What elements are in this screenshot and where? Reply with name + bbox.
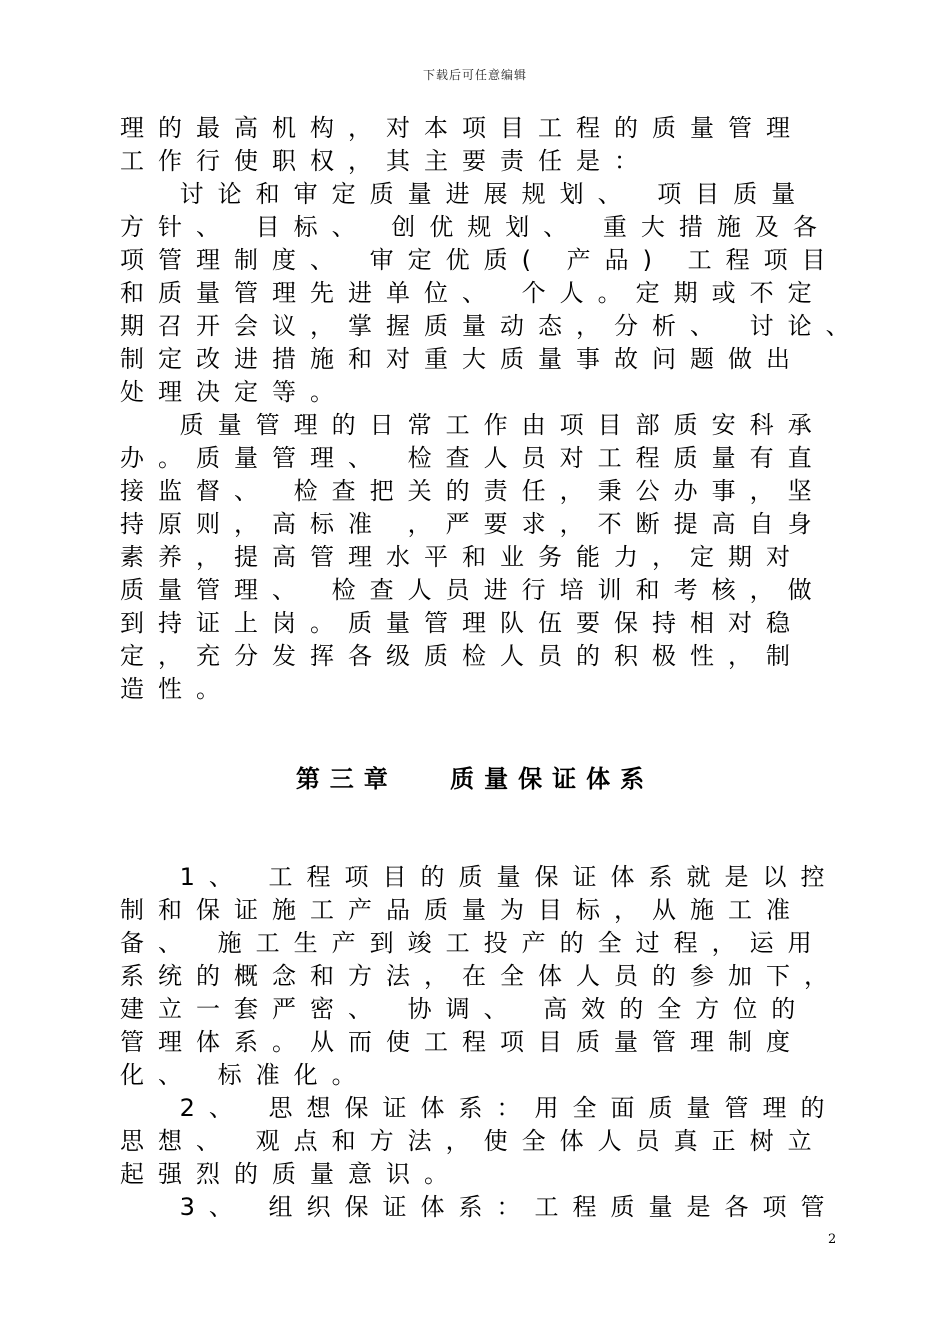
page-number: 2	[828, 1232, 837, 1247]
body-line: 起强烈的质量意识。	[120, 1160, 462, 1188]
body-line: 建立一套严密、 协调、 高效的全方位的	[120, 995, 810, 1023]
body-line: 工作行使职权，其主要责任是：	[120, 147, 652, 175]
body-line: 3、 组织保证体系：工程质量是各项管	[120, 1193, 839, 1221]
body-line: 质量管理的日常工作由项目部质安科承	[120, 411, 826, 439]
chapter-title: 第三章 质量保证体系	[295, 765, 655, 793]
body-line: 定，充分发挥各级质检人员的积极性，制	[120, 642, 804, 670]
body-line: 方针、 目标、 创优规划、 重大措施及各	[120, 213, 831, 241]
body-line: 期召开会议，掌握质量动态，分析、 讨论、	[120, 312, 864, 340]
body-line: 素养，提高管理水平和业务能力，定期对	[120, 543, 804, 571]
body-line: 制定改进措施和对重大质量事故问题做出	[120, 345, 804, 373]
body-line: 化、 标准化。	[120, 1061, 370, 1089]
body-line: 办。质量管理、 检查人员对工程质量有直	[120, 444, 826, 472]
body-line: 管理体系。从而使工程项目质量管理制度	[120, 1028, 804, 1056]
body-line: 1、 工程项目的质量保证体系就是以控	[120, 863, 839, 891]
body-line: 接监督、 检查把关的责任，秉公办事，坚	[120, 477, 826, 505]
body-line: 2、 思想保证体系：用全面质量管理的	[120, 1094, 839, 1122]
body-line: 备、 施工生产到竣工投产的全过程，运用	[120, 929, 826, 957]
body-line: 和质量管理先进单位、 个人。定期或不定	[120, 279, 826, 307]
body-line: 持原则，高标准 ，严要求，不断提高自身	[120, 510, 826, 538]
body-line: 思想、 观点和方法，使全体人员真正树立	[120, 1127, 826, 1155]
page-header: 下载后可任意编辑	[422, 68, 527, 82]
body-line: 质量管理、 检查人员进行培训和考核，做	[120, 576, 826, 604]
body-line: 造性。	[120, 675, 234, 703]
body-line: 讨论和审定质量进展规划、 项目质量	[120, 180, 810, 208]
body-line: 制和保证施工产品质量为目标，从施工准	[120, 896, 804, 924]
body-line: 系统的概念和方法，在全体人员的参加下，	[120, 962, 842, 990]
body-line: 理的最高机构，对本项目工程的质量管理	[120, 114, 804, 142]
body-line: 到持证上岗。质量管理队伍要保持相对稳	[120, 609, 804, 637]
body-line: 项管理制度、 审定优质( 产品) 工程项目	[120, 246, 840, 274]
body-line: 处理决定等。	[120, 378, 348, 406]
